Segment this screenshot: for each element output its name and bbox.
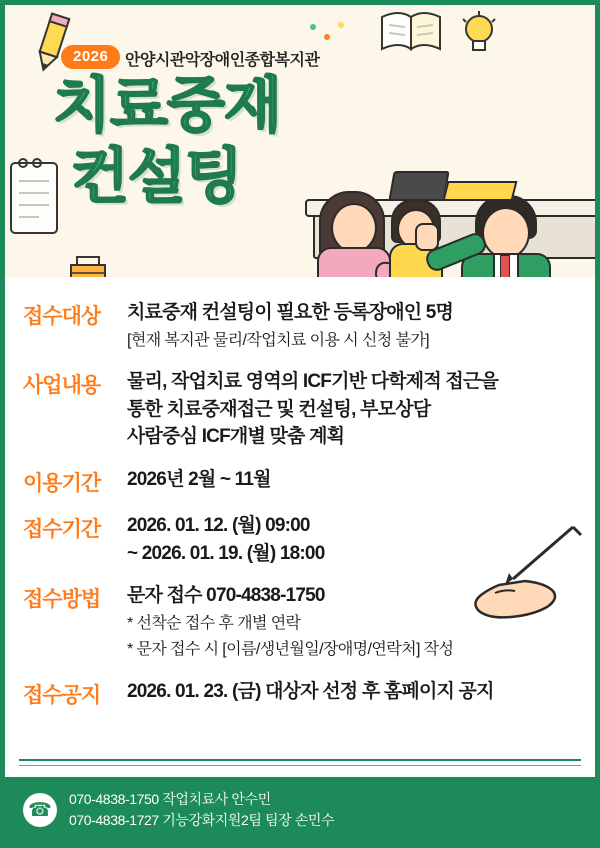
footer-contact-bar <box>5 777 595 843</box>
year-badge: 2026 <box>61 45 120 69</box>
row-line: 물리, 작업치료 영역의 ICF기반 다학제적 접근을 <box>127 371 499 393</box>
contact-line-1: 070-4838-1750 작업치료사 안수민 <box>69 791 271 807</box>
row-body <box>127 299 577 353</box>
row-line: 통한 치료중재접근 및 컨설팅, 부모상담 <box>127 398 431 420</box>
people-illustration <box>295 5 595 277</box>
row-body <box>127 368 577 451</box>
row-label: 접수기간 <box>23 517 101 541</box>
row-line: 사람중심 ICF개별 맞춤 계획 <box>127 426 345 448</box>
divider-thin <box>19 765 581 766</box>
page-title <box>53 71 281 213</box>
row-line: 2026년 2월 ~ 11월 <box>127 468 271 490</box>
row-label: 접수방법 <box>23 588 101 612</box>
row-line: [현재 복지관 물리/작업치료 이용 시 신청 불가] <box>127 331 430 349</box>
organization-name: 안양시관악장애인종합복지관 <box>125 52 320 69</box>
details-section <box>5 277 595 777</box>
laptop <box>388 171 449 201</box>
row-line: * 문자 접수 시 [이름/생년월일/장애명/연락처] 작성 <box>127 641 454 659</box>
row-접수공지 <box>23 678 577 709</box>
row-label: 접수대상 <box>23 305 101 328</box>
row-body <box>127 466 577 494</box>
title-line-2: 컨설팅 <box>71 142 242 210</box>
phone-icon: ☎ <box>23 793 57 827</box>
contact-line-2: 070-4838-1727 기능강화지원2팀 팀장 손민수 <box>69 812 335 828</box>
row-line: 2026. 01. 23. (금) 대상자 선정 후 홈페이지 공지 <box>127 681 494 703</box>
footer-divider <box>5 755 595 769</box>
title-line-1: 치료중재 <box>53 72 281 139</box>
row-label: 이용기간 <box>23 471 101 495</box>
footer-contacts <box>69 789 334 831</box>
row-label: 사업내용 <box>23 374 101 398</box>
row-line: 치료중재 컨설팅이 필요한 등록장애인 5명 <box>127 302 454 323</box>
row-line: 2026. 01. 12. (월) 09:00 <box>127 514 310 536</box>
row-이용기간 <box>23 466 577 497</box>
desk-paper <box>443 181 518 201</box>
divider-thick <box>19 759 581 761</box>
binder-clip-icon <box>65 253 111 277</box>
row-사업내용 <box>23 368 577 451</box>
hero-banner <box>5 5 595 277</box>
row-body <box>127 678 577 706</box>
row-line: 문자 접수 070-4838-1750 <box>127 585 325 607</box>
hand-writing-icon <box>455 523 585 638</box>
row-label: 접수공지 <box>23 684 101 708</box>
row-접수대상 <box>23 299 577 353</box>
row-line: ~ 2026. 01. 19. (월) 18:00 <box>127 542 325 564</box>
row-line: * 선착순 접수 후 개별 연락 <box>127 614 301 632</box>
